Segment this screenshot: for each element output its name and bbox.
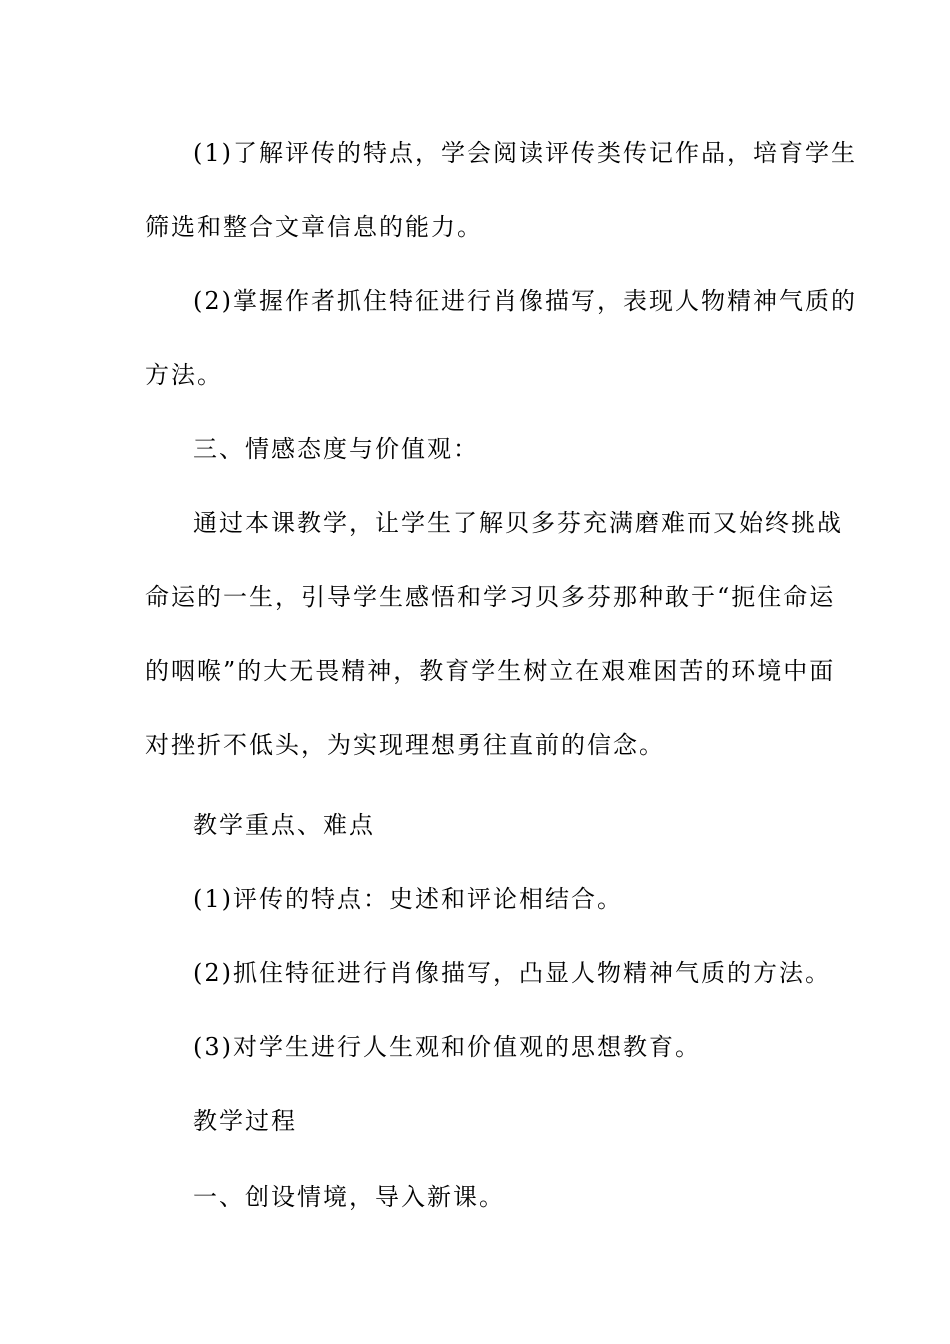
paragraph-line: 命运的一生，引导学生感悟和学习贝多芬那种敢于“扼住命运 [145,583,836,611]
paragraph-line: 筛选和整合文章信息的能力。 [145,213,483,241]
section-heading: 教学重点、难点 [193,811,375,839]
list-item: (1)评传的特点：史述和评论相结合。 [193,885,623,913]
list-item: (3)对学生进行人生观和价值观的思想教育。 [193,1033,701,1061]
section-heading: 三、情感态度与价值观： [193,435,479,463]
list-item: (2)抓住特征进行肖像描写，凸显人物精神气质的方法。 [193,959,831,987]
paragraph-line: (1)了解评传的特点，学会阅读评传类传记作品，培育学生 [193,139,857,167]
paragraph-line: 的咽喉”的大无畏精神，教育学生树立在艰难困苦的环境中面 [145,657,836,685]
section-heading: 教学过程 [193,1107,297,1135]
paragraph-line: 通过本课教学，让学生了解贝多芬充满磨难而又始终挑战 [193,509,843,537]
section-heading: 一、创设情境，导入新课。 [193,1183,505,1211]
paragraph-line: (2)掌握作者抓住特征进行肖像描写，表现人物精神气质的 [193,287,857,315]
paragraph-line: 对挫折不低头，为实现理想勇往直前的信念。 [145,731,665,759]
paragraph-line: 方法。 [145,361,223,389]
